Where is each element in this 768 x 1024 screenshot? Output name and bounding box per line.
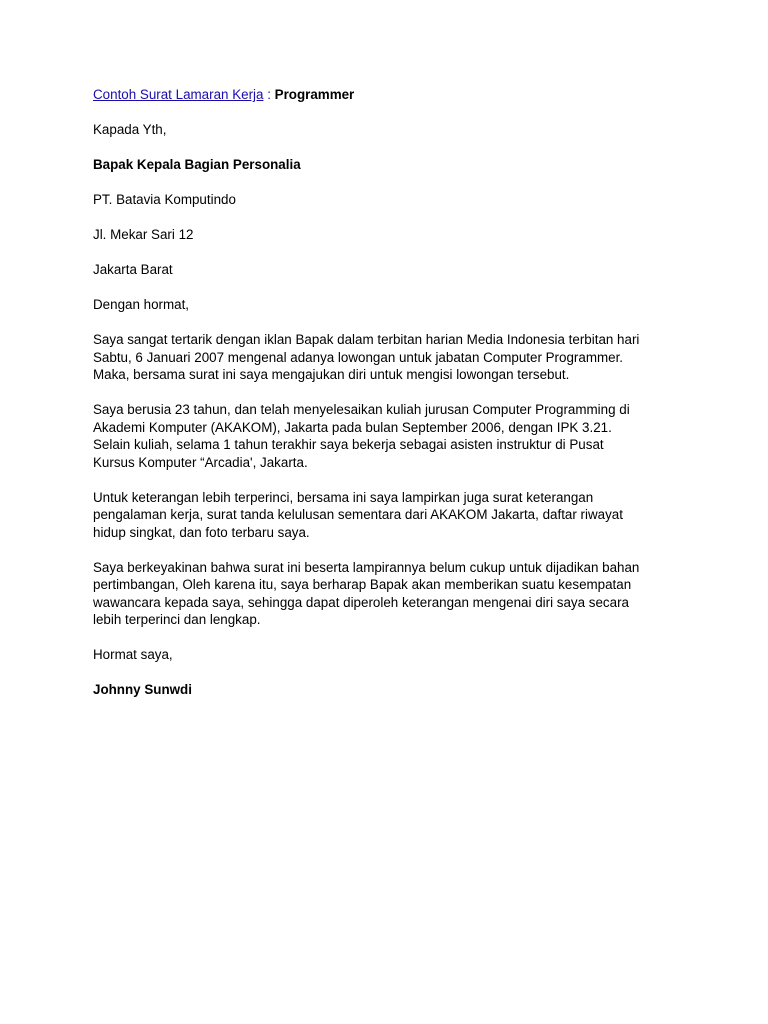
paragraph-line: Selain kuliah, selama 1 tahun terakhir saya bekerja sebagai asisten instruktur di Pusat: [93, 437, 604, 452]
paragraph-line: Untuk keterangan lebih terperinci, bersama ini saya lampirkan juga surat keterangan: [93, 489, 594, 505]
paragraph-line: Maka, bersama surat ini saya mengajukan diri untuk mengisi lowongan tersebut.: [93, 367, 570, 382]
recipient-company: PT. Batavia Komputindo: [93, 192, 236, 207]
paragraph-line: pengalaman kerja, surat tanda kelulusan sementara dari AKAKOM Jakarta, daftar riwayat: [93, 507, 623, 522]
paragraph-line: wawancara kepada saya, sehingga dapat diperoleh keterangan mengenai diri saya secara: [93, 594, 629, 610]
heading-separator: :: [263, 87, 275, 102]
paragraph-line: Sabtu, 6 Januari 2007 mengenal adanya lowongan untuk jabatan Computer Programmer.: [93, 349, 624, 365]
body-paragraph-2: [93, 401, 693, 471]
paragraph-line: Saya berkeyakinan bahwa surat ini beserta lampirannya belum cukup untuk dijadikan bahan: [93, 559, 640, 575]
paragraph-line: pertimbangan, Oleh karena itu, saya berharap Bapak akan memberikan suatu kesempatan: [93, 577, 632, 592]
salutation-to: Kapada Yth,: [93, 122, 167, 137]
paragraph-line: Saya berusia 23 tahun, dan telah menyelesaikan kuliah jurusan Computer Programming di: [93, 402, 630, 417]
paragraph-line: Akademi Komputer (AKAKOM), Jakarta pada bulan September 2006, dengan IPK 3.21.: [93, 419, 612, 435]
recipient-street: Jl. Mekar Sari 12: [93, 227, 194, 242]
paragraph-line: hidup singkat, dan foto terbaru saya.: [93, 524, 310, 540]
paragraph-line: Saya sangat tertarik dengan iklan Bapak dalam terbitan harian Media Indonesia terbitan hari: [93, 332, 640, 347]
body-paragraph-1: [93, 331, 693, 384]
body-paragraph-4: [93, 559, 693, 629]
closing: Hormat saya,: [93, 647, 173, 662]
signature-name: Johnny Sunwdi: [93, 682, 192, 697]
recipient-name: Bapak Kepala Bagian Personalia: [93, 157, 301, 172]
body-paragraph-3: [93, 489, 693, 542]
recipient-city: Jakarta Barat: [93, 262, 173, 277]
greeting: Dengan hormat,: [93, 297, 190, 312]
heading-title: Programmer: [274, 87, 355, 102]
heading-link[interactable]: Contoh Surat Lamaran Kerja: [93, 87, 264, 102]
paragraph-line: Kursus Komputer “Arcadia', Jakarta.: [93, 454, 308, 470]
letter-heading: [93, 86, 693, 104]
paragraph-line: lebih terperinci dan lengkap.: [93, 612, 261, 627]
letter-document: [93, 86, 693, 716]
